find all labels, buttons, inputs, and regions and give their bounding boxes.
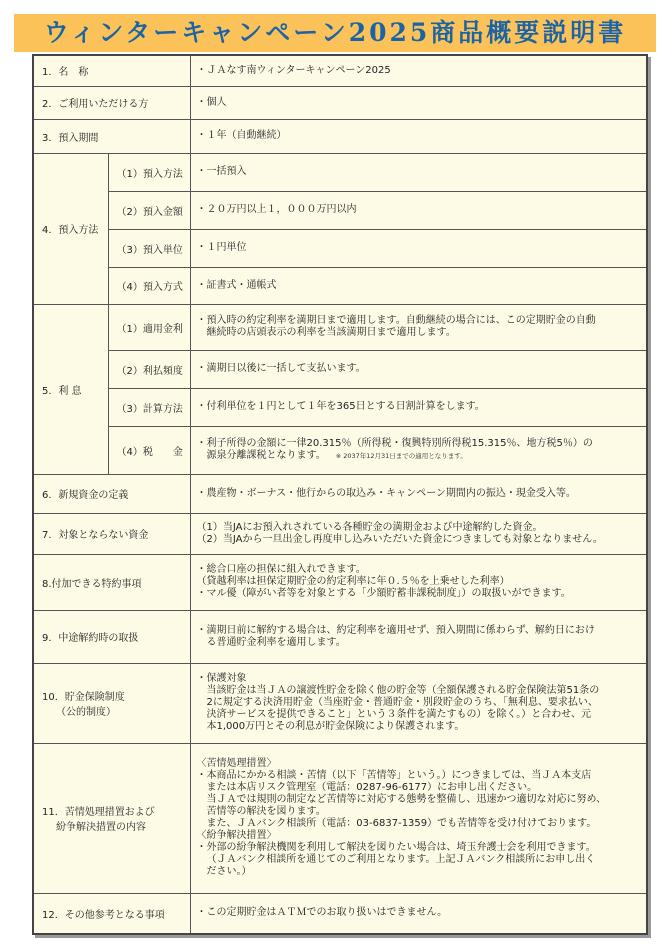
row-deposit-amount (34, 191, 646, 229)
row-label: 1．名 称 (34, 56, 190, 86)
row-value: ・この定期貯金はＡＴＭでのお取り扱いはできません。 (196, 907, 448, 919)
text-line: 当該貯金は当ＪＡの譲渡性貯金を除く他の貯金等（全額保護される貯金保険法第51条の (206, 685, 600, 696)
text-line (197, 450, 641, 462)
text-line: ・本商品にかかる相談・苦情（以下「苦情等」という。）につきましては、当ＪＡ本支店 (196, 770, 592, 781)
text-line: ・預入時の約定利率を満期日まで適用します。自動継続の場合には、この定期貯金の自動 (196, 315, 596, 326)
text-line: ・外部の紛争解決機関を利用して解決を図りたい場合は、埼玉弁護士会を利用できます。 (196, 842, 596, 853)
row-label: 2．ご利用いただける方 (34, 86, 190, 119)
sub-label: （4）預入方式 (108, 267, 190, 304)
text-line: ・マル優（障がい者等を対象とする「少額貯蓄非課税制度」）の取扱いができます。 (196, 588, 571, 599)
row-eligible (34, 86, 646, 119)
row-other (34, 893, 646, 933)
row-name (34, 56, 646, 86)
text-line: 苦情等の解決を図ります。 (206, 806, 326, 817)
row-early (34, 610, 646, 663)
text-line: （1）当JAにお預入れされている各種貯金の満期金および中途解約した資金。 (196, 521, 543, 533)
text-line: ・利子所得の金額に一律20.315％（所得税・復興特別所得税15.315％、地方税5％）の (196, 438, 593, 449)
sub-label: （1）適用金利 (108, 304, 190, 350)
text-line: 継続時の店頭表示の利率を当該満期日まで適用します。 (206, 327, 456, 338)
sub-label: （1）預入方法 (108, 153, 190, 191)
row-complaints (34, 743, 646, 893)
label-line: （公的制度） (56, 707, 116, 718)
text-line: 〈紛争解決措置〉 (196, 830, 277, 841)
row-label: 3．預入期間 (34, 119, 190, 153)
text-line: （ＪＡバンク相談所を通じてのご利用となります。上記ＪＡバンク相談所にお申し出く (206, 854, 596, 865)
row-interest-tax (34, 426, 646, 474)
row-period (34, 119, 646, 153)
row-label: 6．新規資金の定義 (34, 474, 190, 513)
row-interest (34, 304, 646, 350)
text-line: （2）当JAから一旦出金し再度申し込みいただいた資金につきましても対象となりません。 (196, 533, 603, 545)
row-deposit (34, 153, 646, 191)
row-value (190, 610, 646, 663)
row-label (34, 663, 190, 743)
row-new-funds (34, 474, 646, 513)
row-interest-calc (34, 388, 646, 426)
label-line: 10．貯金保険制度 (42, 692, 125, 703)
sub-label: （2）利払頻度 (108, 350, 190, 388)
sub-label: （3）預入単位 (108, 229, 190, 267)
row-label: 7．対象とならない資金 (34, 513, 190, 554)
row-value: ・付利単位を１円として１年を365日とする日割計算をします。 (190, 388, 646, 426)
row-value: ・１円単位 (190, 229, 646, 267)
sub-label: （4）税 金 (108, 426, 190, 474)
text-line: ・総合口座の担保に組入れできます。 (196, 564, 366, 575)
row-label: 12．その他参考となる事項 (34, 893, 190, 933)
row-deposit-unit (34, 229, 646, 267)
text-line: ・満期日前に解約する場合は、約定利率を適用せず、預入期間に係わらず、解約日におけ (196, 624, 595, 636)
row-value: ・個人 (190, 86, 646, 119)
text-line: 当ＪＡでは規則の制定など苦情等に対応する態勢を整備し、迅速かつ適切な対応に努め、 (206, 794, 607, 805)
row-special (34, 554, 646, 610)
page-title: ウィンターキャンペーン2025商品概要説明書 (14, 14, 656, 52)
label-line: 11．苦情処理措置および (42, 807, 155, 818)
text-line: （貸越利率は担保定期貯金の約定利率に年０.５％を上乗せした利率） (196, 576, 510, 587)
row-value: ・一括預入 (190, 153, 646, 191)
text: 源泉分離課税となります。 (206, 450, 326, 461)
text-line: る普通貯金利率を適用します。 (206, 636, 346, 648)
text-line: ださい。） (206, 866, 252, 877)
row-value (190, 743, 646, 893)
row-value: ・ＪＡなす南ウィンターキャンペーン2025 (190, 56, 646, 86)
row-label (34, 743, 190, 893)
row-value (190, 554, 646, 610)
row-deposit-form (34, 267, 646, 304)
label-line: 紛争解決措置の内容 (56, 822, 146, 833)
row-value: ・２０万円以上１，０００万円以内 (190, 191, 646, 229)
text-line: 本1,000万円とその利息が貯金保険により保護されます。 (206, 721, 465, 732)
row-value (190, 426, 646, 474)
text-line: 2に規定する決済用貯金（当座貯金・普通貯金・別段貯金のうち、「無利息、要求払い、 (206, 697, 598, 708)
text-line: また、ＪＡバンク相談所（電話：03-6837-1359）でも苦情等を受け付けております。 (206, 818, 597, 829)
text-line: 決済サービスを提供できること」という３条件を満たすもの）を除く。）と合わせ、元 (206, 709, 591, 720)
row-label: 4．預入方法 (34, 153, 108, 304)
row-label: 8.付加できる特約事項 (34, 554, 190, 610)
row-label: 5．利 息 (34, 304, 108, 474)
sub-label: （2）預入金額 (108, 191, 190, 229)
row-interest-payment (34, 350, 646, 388)
row-value (190, 663, 646, 743)
text-line: 〈苦情処理措置〉 (196, 758, 277, 769)
footnote: ※ 2037年12月31日までの適用となります。 (335, 452, 467, 460)
row-value: ・１年（自動継続） (190, 119, 646, 153)
row-insurance (34, 663, 646, 743)
sub-label: （3）計算方法 (108, 388, 190, 426)
row-value: ・農産物・ボーナス・他行からの取込み・キャンペーン期間内の振込・現金受入等。 (190, 474, 646, 513)
text-line: ・保護対象 (196, 673, 247, 684)
row-value (190, 513, 646, 554)
row-value (190, 304, 646, 350)
row-excluded (34, 513, 646, 554)
row-label: 9．中途解約時の取扱 (34, 610, 190, 663)
product-summary-table (32, 54, 648, 935)
row-value: ・証書式・通帳式 (190, 267, 646, 304)
text-line: または本店リスク管理室（電話：0287-96-6177）にお申し出ください。 (206, 782, 538, 793)
row-value: ・満期日以後に一括して支払います。 (190, 350, 646, 388)
